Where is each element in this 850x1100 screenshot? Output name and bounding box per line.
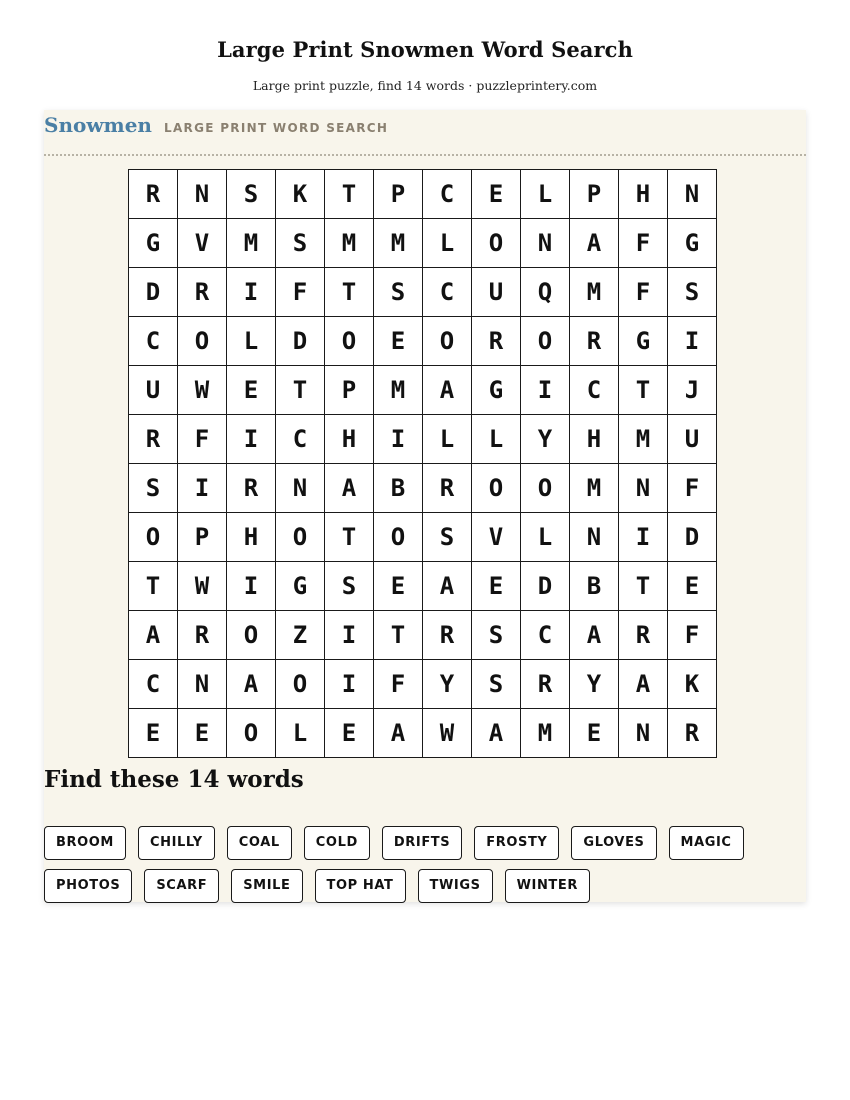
grid-cell[interactable]: E: [374, 562, 423, 611]
grid-cell[interactable]: S: [276, 219, 325, 268]
grid-cell[interactable]: N: [619, 709, 668, 758]
grid-cell[interactable]: R: [178, 611, 227, 660]
grid-cell[interactable]: A: [325, 464, 374, 513]
grid-cell[interactable]: A: [619, 660, 668, 709]
grid-cell[interactable]: E: [178, 709, 227, 758]
word-chip[interactable]: CHILLY: [138, 826, 215, 860]
grid-cell[interactable]: L: [521, 513, 570, 562]
word-bank: [44, 826, 806, 912]
grid-cell[interactable]: F: [374, 660, 423, 709]
grid-row: [129, 709, 717, 758]
grid-cell[interactable]: A: [570, 611, 619, 660]
grid-cell[interactable]: C: [129, 660, 178, 709]
grid-row: [129, 268, 717, 317]
grid-cell[interactable]: G: [276, 562, 325, 611]
word-chip[interactable]: COLD: [304, 826, 370, 860]
grid-row: [129, 611, 717, 660]
grid-cell[interactable]: N: [178, 660, 227, 709]
grid-cell[interactable]: I: [619, 513, 668, 562]
grid-cell[interactable]: I: [374, 415, 423, 464]
grid-cell[interactable]: C: [423, 268, 472, 317]
grid-cell[interactable]: N: [178, 170, 227, 219]
grid-cell[interactable]: L: [423, 415, 472, 464]
grid-cell[interactable]: R: [521, 660, 570, 709]
grid-cell[interactable]: M: [570, 464, 619, 513]
grid-cell[interactable]: D: [521, 562, 570, 611]
grid-cell[interactable]: H: [570, 415, 619, 464]
grid-cell[interactable]: S: [374, 268, 423, 317]
grid-row: [129, 660, 717, 709]
grid-cell[interactable]: H: [325, 415, 374, 464]
grid-cell[interactable]: U: [129, 366, 178, 415]
grid-cell[interactable]: G: [129, 219, 178, 268]
grid-cell[interactable]: Y: [570, 660, 619, 709]
word-chip[interactable]: PHOTOS: [44, 869, 132, 903]
grid-cell[interactable]: S: [325, 562, 374, 611]
grid-cell[interactable]: I: [227, 415, 276, 464]
grid-cell[interactable]: I: [178, 464, 227, 513]
grid-cell[interactable]: M: [227, 219, 276, 268]
grid-cell[interactable]: A: [129, 611, 178, 660]
grid-cell[interactable]: C: [129, 317, 178, 366]
grid-cell[interactable]: A: [423, 366, 472, 415]
grid-cell[interactable]: S: [423, 513, 472, 562]
page-subtitle: Large print puzzle, find 14 words · puzzleprintery.com: [252, 78, 598, 93]
grid-cell[interactable]: Y: [423, 660, 472, 709]
grid-cell[interactable]: F: [276, 268, 325, 317]
grid-cell[interactable]: N: [619, 464, 668, 513]
grid-cell[interactable]: W: [178, 562, 227, 611]
grid-cell[interactable]: M: [619, 415, 668, 464]
grid-cell[interactable]: G: [668, 219, 717, 268]
word-chip[interactable]: SMILE: [231, 869, 302, 903]
grid-cell[interactable]: O: [521, 317, 570, 366]
grid-cell[interactable]: E: [472, 170, 521, 219]
grid-cell[interactable]: D: [668, 513, 717, 562]
grid-cell[interactable]: R: [570, 317, 619, 366]
grid-cell[interactable]: F: [178, 415, 227, 464]
grid-cell[interactable]: O: [276, 660, 325, 709]
grid-cell[interactable]: U: [668, 415, 717, 464]
word-row: [44, 869, 806, 903]
grid-cell[interactable]: L: [276, 709, 325, 758]
grid-cell[interactable]: R: [472, 317, 521, 366]
grid-cell[interactable]: O: [276, 513, 325, 562]
grid-cell[interactable]: T: [325, 513, 374, 562]
grid-row: [129, 562, 717, 611]
grid-cell[interactable]: E: [325, 709, 374, 758]
word-chip[interactable]: SCARF: [144, 869, 219, 903]
grid-cell[interactable]: M: [374, 366, 423, 415]
grid-cell[interactable]: O: [472, 219, 521, 268]
word-chip[interactable]: GLOVES: [571, 826, 656, 860]
puzzle-panel: [44, 110, 806, 902]
grid-cell[interactable]: F: [619, 219, 668, 268]
grid-cell[interactable]: O: [178, 317, 227, 366]
grid-cell[interactable]: M: [325, 219, 374, 268]
grid-cell[interactable]: E: [570, 709, 619, 758]
grid-row: [129, 415, 717, 464]
grid-cell[interactable]: P: [325, 366, 374, 415]
grid-cell[interactable]: C: [521, 611, 570, 660]
word-chip[interactable]: WINTER: [505, 869, 590, 903]
grid-cell[interactable]: L: [227, 317, 276, 366]
grid-cell[interactable]: R: [129, 415, 178, 464]
grid-cell[interactable]: D: [276, 317, 325, 366]
grid-cell[interactable]: E: [668, 562, 717, 611]
grid-row: [129, 219, 717, 268]
grid-cell[interactable]: R: [423, 611, 472, 660]
grid-cell[interactable]: O: [374, 513, 423, 562]
grid-cell[interactable]: K: [276, 170, 325, 219]
grid-cell[interactable]: T: [276, 366, 325, 415]
grid-cell[interactable]: I: [668, 317, 717, 366]
grid-cell[interactable]: D: [129, 268, 178, 317]
letter-grid: [128, 169, 717, 758]
grid-cell[interactable]: P: [374, 170, 423, 219]
word-chip[interactable]: BROOM: [44, 826, 126, 860]
grid-cell[interactable]: T: [619, 562, 668, 611]
grid-cell[interactable]: T: [325, 170, 374, 219]
grid-cell[interactable]: Z: [276, 611, 325, 660]
grid-cell[interactable]: J: [668, 366, 717, 415]
word-chip[interactable]: COAL: [227, 826, 292, 860]
grid-cell[interactable]: K: [668, 660, 717, 709]
grid-cell[interactable]: F: [668, 464, 717, 513]
grid-cell[interactable]: W: [423, 709, 472, 758]
grid-cell[interactable]: B: [570, 562, 619, 611]
grid-cell[interactable]: Y: [521, 415, 570, 464]
grid-cell[interactable]: L: [472, 415, 521, 464]
grid-cell[interactable]: O: [423, 317, 472, 366]
grid-cell[interactable]: E: [374, 317, 423, 366]
grid-cell[interactable]: P: [178, 513, 227, 562]
grid-cell[interactable]: T: [374, 611, 423, 660]
grid-cell[interactable]: H: [227, 513, 276, 562]
page-title: Large Print Snowmen Word Search: [217, 37, 633, 62]
grid-row: [129, 317, 717, 366]
grid-cell[interactable]: M: [521, 709, 570, 758]
grid-cell[interactable]: R: [619, 611, 668, 660]
grid-cell[interactable]: T: [129, 562, 178, 611]
grid-cell[interactable]: L: [521, 170, 570, 219]
grid-cell[interactable]: A: [472, 709, 521, 758]
grid-cell[interactable]: E: [227, 366, 276, 415]
grid-cell[interactable]: N: [570, 513, 619, 562]
word-chip[interactable]: DRIFTS: [382, 826, 462, 860]
grid-cell[interactable]: R: [668, 709, 717, 758]
grid-row: [129, 464, 717, 513]
grid-row: [129, 170, 717, 219]
grid-cell[interactable]: S: [472, 611, 521, 660]
word-chip[interactable]: MAGIC: [669, 826, 744, 860]
theme-title: Snowmen: [44, 113, 152, 137]
grid-cell[interactable]: O: [129, 513, 178, 562]
grid-cell[interactable]: R: [129, 170, 178, 219]
word-chip[interactable]: TOP HAT: [315, 869, 406, 903]
grid-cell[interactable]: I: [227, 562, 276, 611]
grid-cell[interactable]: C: [570, 366, 619, 415]
grid-cell[interactable]: C: [276, 415, 325, 464]
grid-cell[interactable]: N: [668, 170, 717, 219]
grid-cell[interactable]: I: [325, 611, 374, 660]
grid-cell[interactable]: V: [472, 513, 521, 562]
grid-cell[interactable]: C: [423, 170, 472, 219]
grid-cell[interactable]: Q: [521, 268, 570, 317]
grid-cell[interactable]: U: [472, 268, 521, 317]
grid-row: [129, 366, 717, 415]
grid-cell[interactable]: O: [325, 317, 374, 366]
grid-cell[interactable]: G: [619, 317, 668, 366]
grid-row: [129, 513, 717, 562]
grid-cell[interactable]: F: [619, 268, 668, 317]
grid-cell[interactable]: A: [227, 660, 276, 709]
grid-cell[interactable]: R: [227, 464, 276, 513]
word-chip[interactable]: TWIGS: [418, 869, 493, 903]
grid-cell[interactable]: O: [521, 464, 570, 513]
grid-cell[interactable]: P: [570, 170, 619, 219]
panel-header: [44, 110, 806, 156]
grid-cell[interactable]: T: [619, 366, 668, 415]
grid-cell[interactable]: E: [129, 709, 178, 758]
grid-cell[interactable]: W: [178, 366, 227, 415]
grid-cell[interactable]: M: [570, 268, 619, 317]
grid-cell[interactable]: B: [374, 464, 423, 513]
grid-cell[interactable]: O: [227, 611, 276, 660]
grid-cell[interactable]: A: [423, 562, 472, 611]
grid-cell[interactable]: A: [374, 709, 423, 758]
word-chip[interactable]: FROSTY: [474, 826, 559, 860]
grid-cell[interactable]: S: [472, 660, 521, 709]
grid-cell[interactable]: S: [227, 170, 276, 219]
theme-kicker: LARGE PRINT WORD SEARCH: [164, 121, 389, 135]
grid-cell[interactable]: I: [227, 268, 276, 317]
grid-cell[interactable]: N: [521, 219, 570, 268]
grid-cell[interactable]: S: [668, 268, 717, 317]
grid-cell[interactable]: V: [178, 219, 227, 268]
grid-cell[interactable]: T: [325, 268, 374, 317]
grid-cell[interactable]: F: [668, 611, 717, 660]
grid-cell[interactable]: I: [521, 366, 570, 415]
grid-cell[interactable]: O: [472, 464, 521, 513]
grid-cell[interactable]: L: [423, 219, 472, 268]
grid-cell[interactable]: G: [472, 366, 521, 415]
grid-cell[interactable]: M: [374, 219, 423, 268]
grid-cell[interactable]: A: [570, 219, 619, 268]
grid-cell[interactable]: R: [423, 464, 472, 513]
grid-cell[interactable]: O: [227, 709, 276, 758]
grid-cell[interactable]: N: [276, 464, 325, 513]
grid-cell[interactable]: S: [129, 464, 178, 513]
word-row: [44, 826, 806, 860]
words-heading: Find these 14 words: [44, 766, 304, 793]
grid-cell[interactable]: H: [619, 170, 668, 219]
grid-cell[interactable]: I: [325, 660, 374, 709]
grid-cell[interactable]: E: [472, 562, 521, 611]
grid-cell[interactable]: R: [178, 268, 227, 317]
